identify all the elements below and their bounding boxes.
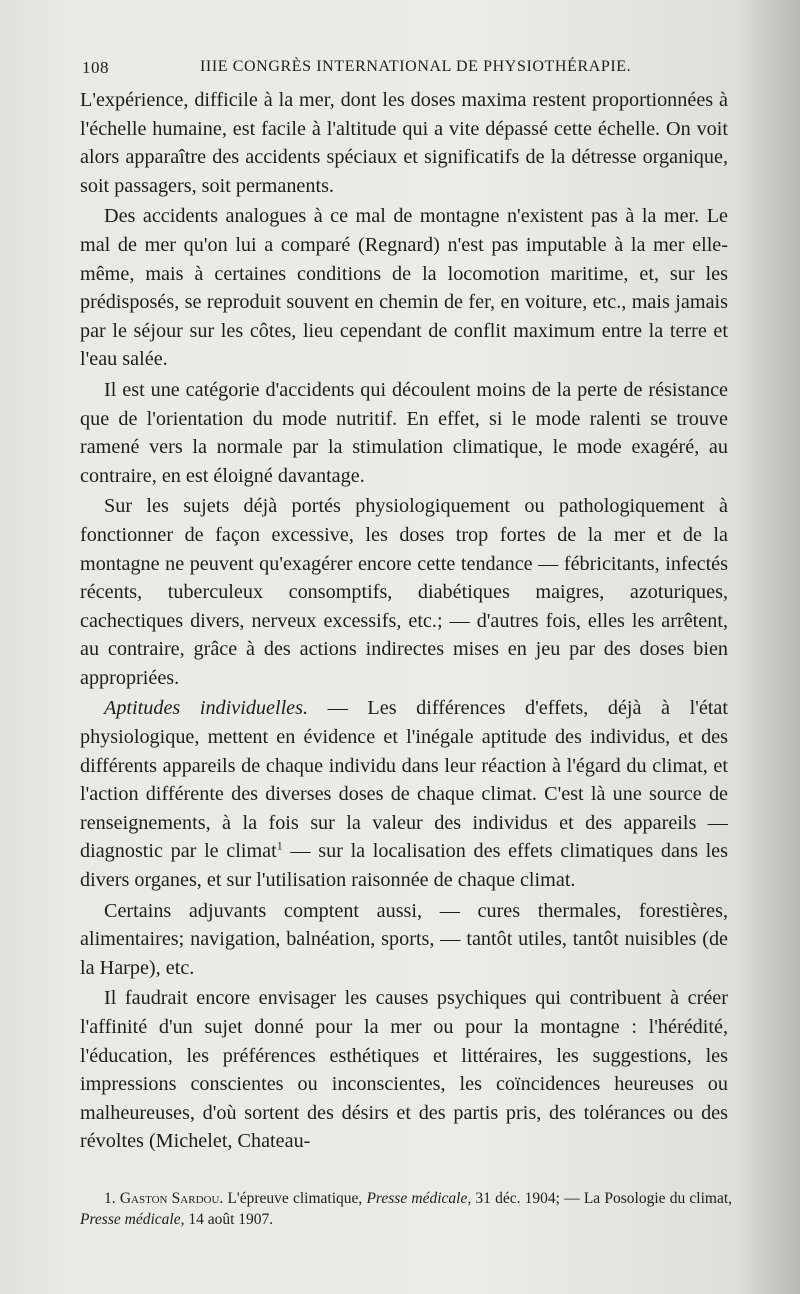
journal-title: Presse médicale xyxy=(366,1190,468,1207)
aptitudes-text-b: — sur la localisation des effets climatiques dans les divers organes, et sur l'utilisation raisonnée de chaque climat. xyxy=(80,840,729,892)
aptitudes-text-a: — Les différences d'effets, déjà à l'état physiologique, mettent en évidence et l'inégale aptitude des individus, et des différents appareils de chaque individu dans leur réaction à l'égard du climat, et l'action différente des diverses doses de chaque climat. C'est là une source de renseignements, à la fois sur la valeur des individus et des appareils — diagnostic par le climat xyxy=(80,697,728,863)
paragraph: L'expérience, difficile à la mer, dont les doses maxima restent proportionnées à l'échelle humaine, est facile à l'altitude qui a vite dépassé cette échelle. On voit alors apparaître des accidents spéciaux et significatifs de la détresse organique, soit passagers, soit permanents. xyxy=(80,89,728,197)
aptitudes-paragraph xyxy=(80,694,728,894)
journal-title: Presse médicale xyxy=(80,1211,181,1228)
footnote-author: Gaston Sardou. xyxy=(119,1190,224,1207)
footnote xyxy=(80,1188,732,1230)
section-heading: Aptitudes individuelles. xyxy=(104,697,309,720)
footnote-ref: 1 xyxy=(276,838,283,853)
page-header xyxy=(82,58,722,84)
paragraph: Il faudrait encore envisager les causes psychiques qui contribuent à créer l'affinité d'un sujet donné pour la mer ou pour la montagne : l'hérédité, l'éducation, les préférences esthétiques et littéraires, les suggestions, les impressions conscientes ou inconscientes, les coïncidences heureuses ou malheureuses, d'où sortent des désirs et des partis pris, des tolérances ou des révoltes (Michelet, Chateau- xyxy=(80,987,728,1153)
footnote-number: 1. xyxy=(104,1190,116,1207)
main-text xyxy=(80,86,728,1156)
paragraph: Il est une catégorie d'accidents qui découlent moins de la perte de résistance que de l'orientation du mode nutritif. En effet, si le mode ralenti se trouve ramené vers la normale par la stimulation climatique, le mode exagéré, au contraire, en est éloigné davantage. xyxy=(80,378,728,487)
paragraph: Certains adjuvants comptent aussi, — cures thermales, forestières, alimentaires; navigation, balnéation, sports, — tantôt utiles, tantôt nuisibles (de la Harpe), etc. xyxy=(80,899,728,979)
footnote-text: , 14 août 1907. xyxy=(180,1211,274,1228)
footnote-text: , 31 déc. 1904; — La Posologie du climat, xyxy=(467,1190,733,1207)
paragraph: Sur les sujets déjà portés physiologiquement ou pathologiquement à fonctionner de façon excessive, les doses trop fortes de la mer et de la montagne ne peuvent qu'exagérer encore cette tendance — fébricitants, infectés récents, tuberculeux consomptifs, diabétiques maigres, azoturiques, cachectiques divers, nerveux excessifs, etc.; — d'autres fois, elles les arrêtent, au contraire, grâce à des actions indirectes mises en jeu par des doses bien appropriées. xyxy=(80,495,728,689)
paragraph: Des accidents analogues à ce mal de montagne n'existent pas à la mer. Le mal de mer qu'on lui a comparé (Regnard) n'est pas imputable à la mer elle-même, mais à certaines conditions de la locomotion maritime, et, sur les prédisposés, se reproduit souvent en chemin de fer, en voiture, etc., mais jamais par le séjour sur les côtes, lieu cependant de conflit maximum entre la terre et l'eau salée. xyxy=(80,205,728,371)
running-title: IIIE CONGRÈS INTERNATIONAL DE PHYSIOTHÉRAPIE. xyxy=(200,58,632,75)
page-number: 108 xyxy=(82,58,109,77)
footnote-text: L'épreuve climatique, xyxy=(223,1190,367,1207)
